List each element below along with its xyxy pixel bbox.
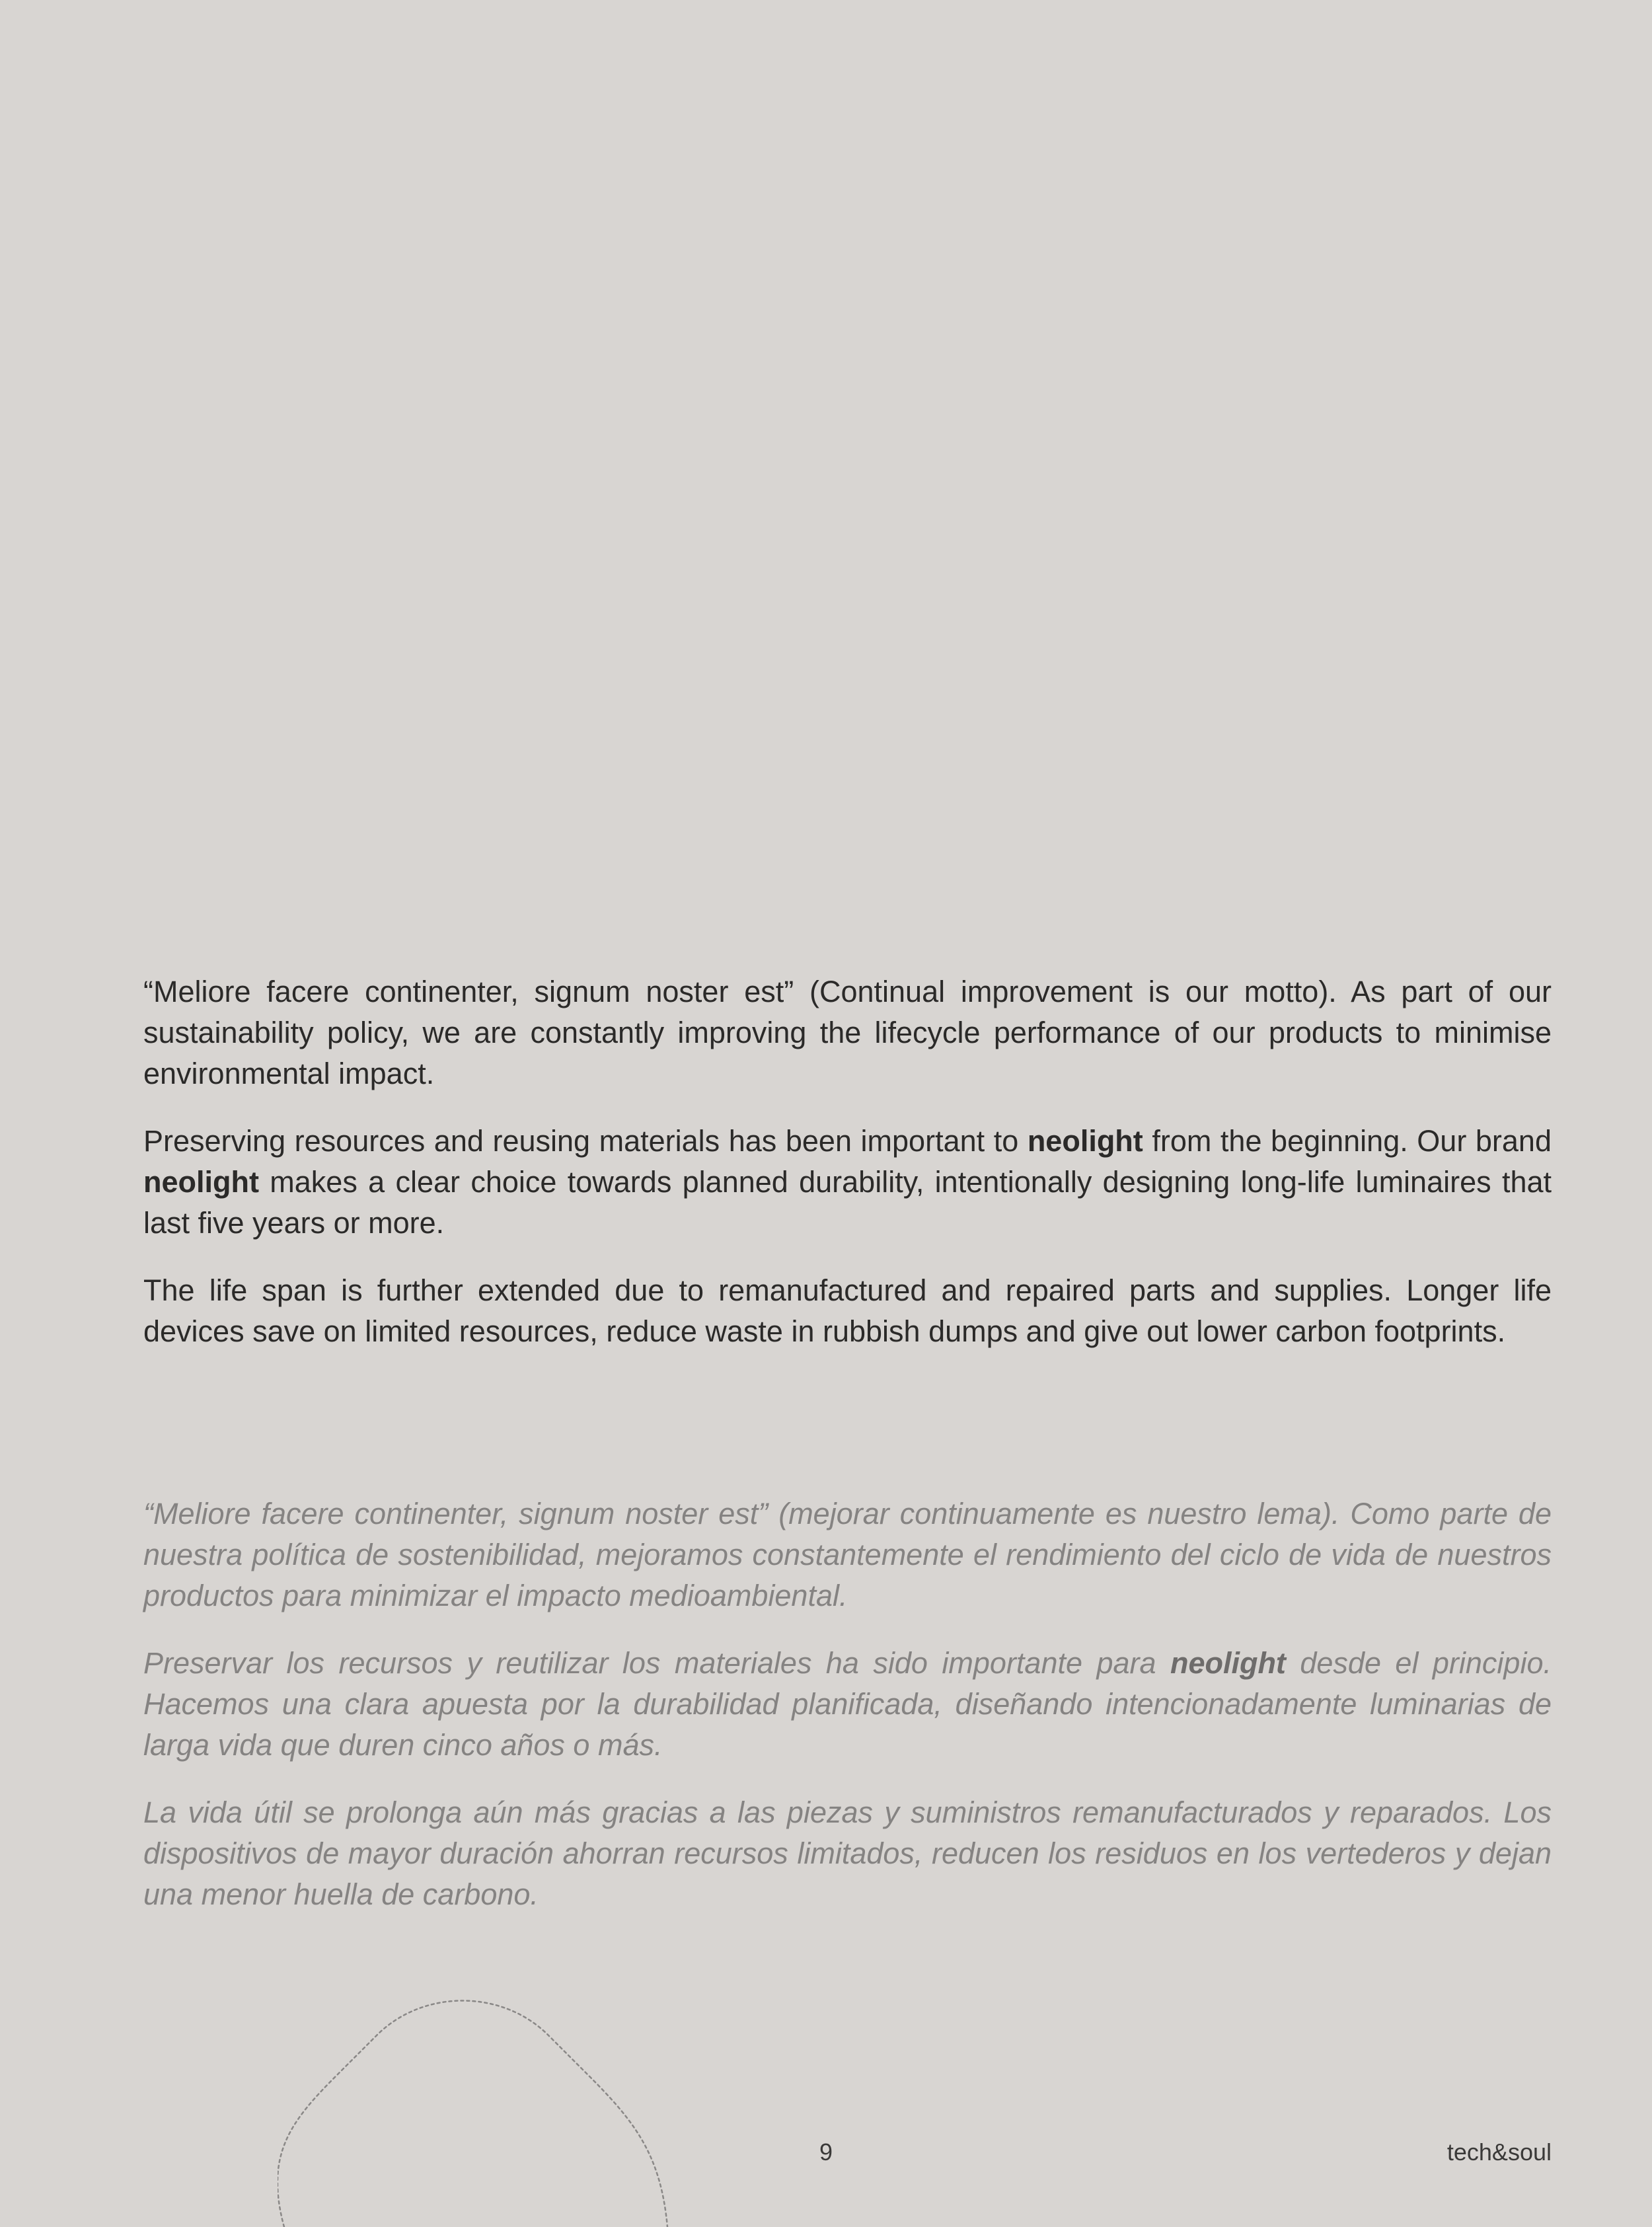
spanish-paragraph-1: “Meliore facere continenter, signum noster est” (mejorar continuamente es nuestro lema). Como parte de nuestra política de sostenibilidad, mejoramos constantemente el rendimiento del ciclo de vida de nuestros productos para minimizar el impacto medioambiental. (143, 1497, 1552, 1612)
english-text-block (143, 971, 1552, 1378)
english-paragraph-1: “Meliore facere continenter, signum noster est” (Continual improvement is our motto). As part of our sustainability policy, we are constantly improving the lifecycle performance of our products to minimise environmental impact. (143, 975, 1552, 1090)
spanish-p2-text-b: desde el principio. Hacemos una clara apuesta por la durabilidad planificada, diseñando intencionadamente luminarias de larga vida que duren cinco años o más. (143, 1646, 1552, 1762)
spanish-text-block (143, 1493, 1552, 1942)
english-p2-text-c: makes a clear choice towards planned durability, intentionally designing long-life luminaires that last five years or more. (143, 1165, 1552, 1240)
footer-brand-text: tech&soul (1446, 2138, 1552, 2166)
decorative-outline-shape (278, 1956, 674, 2227)
english-p2-text-b: from the beginning. Our brand (1143, 1124, 1552, 1158)
spanish-paragraph-3: La vida útil se prolonga aún más gracias a las piezas y suministros remanufacturados y reparados. Los dispositivos de mayor duración ahorran recursos limitados, reducen los residuos en los vertederos y dejan una menor huella de carbono. (143, 1795, 1552, 1911)
brand-name-neolight: neolight (143, 1165, 259, 1199)
spanish-p2-text-a: Preservar los recursos y reutilizar los materiales ha sido importante para (143, 1646, 1170, 1680)
english-p2-text-a: Preserving resources and reusing materials has been important to (143, 1124, 1028, 1158)
english-paragraph-2 (143, 1121, 1552, 1244)
english-paragraph-3: The life span is further extended due to remanufactured and repaired parts and supplies. Longer life devices save on limited resources, reduce waste in rubbish dumps and give out lower carbon footprints. (143, 1273, 1552, 1348)
spanish-paragraph-2 (143, 1643, 1552, 1766)
brand-name-neolight: neolight (1027, 1124, 1143, 1158)
page-number: 9 (819, 2138, 833, 2166)
brand-name-neolight: neolight (1170, 1646, 1286, 1680)
